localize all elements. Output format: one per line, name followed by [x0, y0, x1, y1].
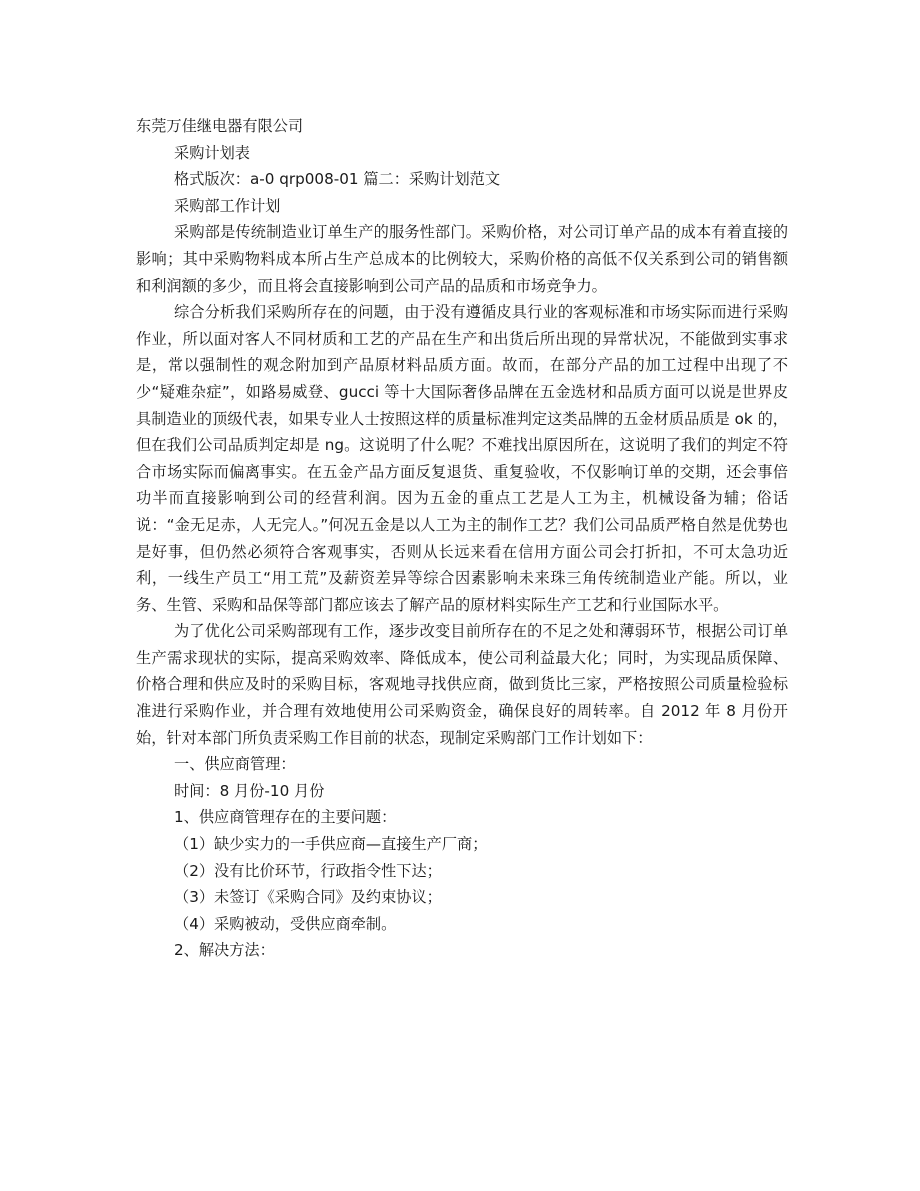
solutions-heading: 2、解决方法： [174, 941, 275, 960]
plan-title: 采购部工作计划 [174, 196, 281, 215]
document-body [136, 113, 788, 964]
paragraph-goals: 为了优化公司采购部现有工作，逐步改变目前所存在的不足之处和薄弱环节，根据公司订单生产需求现状的实际，提高采购效率、降低成本，使公司利益最大化；同时，为实现品质保障、价格合理和供应及时的采购目标，客观地寻找供应商，做到货比三家，严格按照公司质量检验标准进行采购作业，并合理有效地使用公司采购资金，确保良好的周转率。自 2012 年 8 月份开始，针对本部门所负责采购工作目前的状态，现制定采购部门工作计划如下： [136, 622, 788, 747]
time-range-line: 时间：8 月份-10 月份 [174, 781, 325, 800]
problems-heading: 1、供应商管理存在的主要问题： [174, 808, 397, 827]
problem-item: （4）采购被动，受供应商牵制。 [174, 914, 397, 933]
form-title: 采购计划表 [174, 143, 250, 162]
format-version-line: 格式版次：a-0 qrp008-01 篇二：采购计划范文 [174, 170, 501, 189]
paragraph-intro: 采购部是传统制造业订单生产的服务性部门。采购价格，对公司订单产品的成本有着直接的影响；其中采购物料成本所占生产总成本的比例较大，采购价格的高低不仅关系到公司的销售额和利润额的多少，而且将会直接影响到公司产品的品质和市场竞争力。 [136, 223, 788, 295]
problem-item: （1）缺少实力的一手供应商—直接生产厂商； [174, 835, 488, 854]
paragraph-analysis: 综合分析我们采购所存在的问题，由于没有遵循皮具行业的客观标准和市场实际而进行采购作业，所以面对客人不同材质和工艺的产品在生产和出货后所出现的异常状况，不能做到实事求是，常以强制性的观念附加到产品原材料品质方面。故而，在部分产品的加工过程中出现了不少“疑难杂症”，如路易威登、gucci 等十大国际奢侈品牌在五金选材和品质方面可以说是世界皮具制造业的顶级代表，如果专业人士按照这样的质量标准判定这类品牌的五金材质品质是 ok 的，但在我们公司品质判定却是 ng。这说明了什么呢？不难找出原因所在，这说明了我们的判定不符合市场实际而偏离事实。在五金产品方面反复退货、重复验收，不仅影响订单的交期，还会事倍功半而直接影响到公司的经营利润。因为五金的重点工艺是人工为主，机械设备为辅；俗话说：“金无足赤，人无完人。”何况五金是以人工为主的制作工艺？我们公司品质严格自然是优势也是好事，但仍然必须符合客观事实，否则从长远来看在信用方面公司会打折扣，不可太急功近利，一线生产员工“用工荒”及薪资差异等综合因素影响未来珠三角传统制造业产能。所以，业务、生管、采购和品保等部门都应该去了解产品的原材料实际生产工艺和行业国际水平。 [136, 303, 788, 614]
problem-item: （3）未签订《采购合同》及约束协议； [174, 888, 442, 907]
company-name: 东莞万佳继电器有限公司 [136, 117, 304, 135]
problem-item: （2）没有比价环节，行政指令性下达； [174, 861, 442, 880]
section-supplier-management-title: 一、供应商管理： [174, 755, 296, 774]
